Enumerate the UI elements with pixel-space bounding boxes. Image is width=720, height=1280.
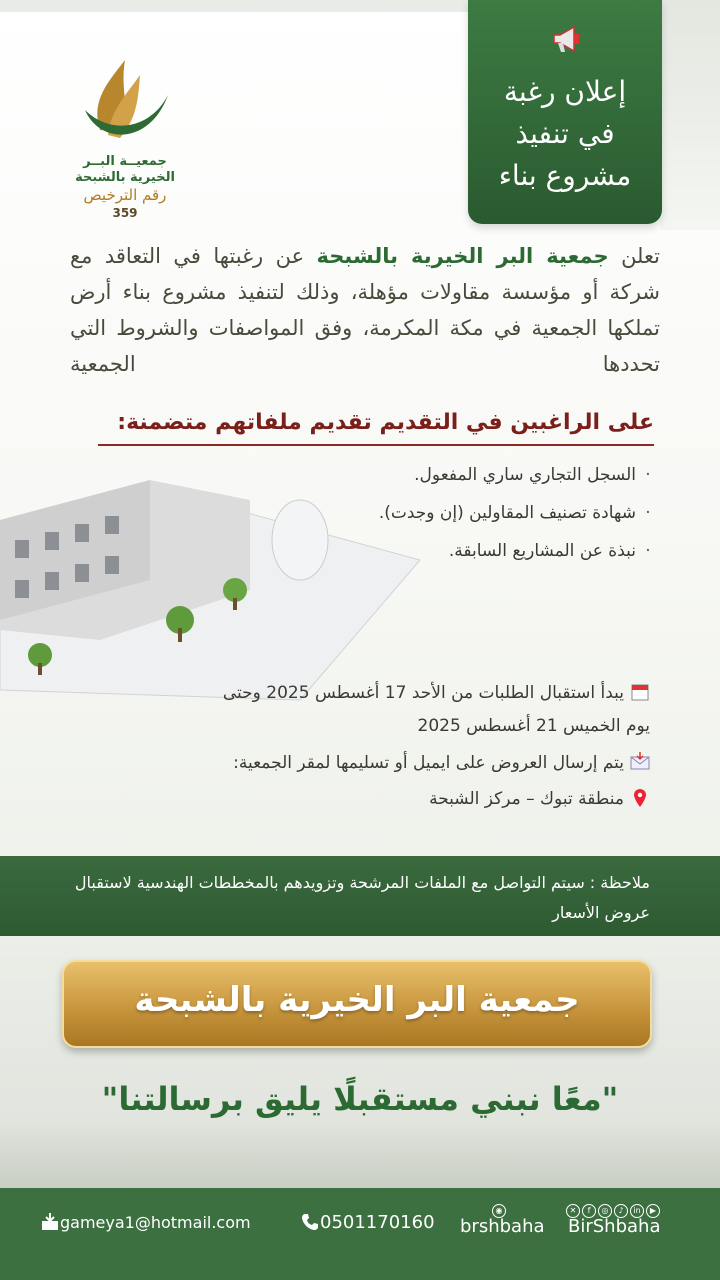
intro-body: عن رغبتها في التعاقد مع شركة أو مؤسسة مقاولات مؤهلة، وذلك لتنفيذ مشروع بناء أرض تملكها الجمعية في مكة المكرمة، وفق المواصفات والشروط التي تحددها الجمعية <box>70 244 660 376</box>
logo-name-line-2: الخيرية بالشبحة <box>75 170 175 185</box>
snapchat-handle: brshbaha <box>460 1216 545 1237</box>
email-text: gameya1@hotmail.com <box>60 1213 251 1232</box>
phone-contact <box>294 1212 435 1233</box>
phone-number: 0501170160 <box>320 1212 435 1233</box>
submission-row <box>233 752 650 773</box>
intro-prefix: تعلن <box>621 244 660 268</box>
facebook-icon: f <box>582 1204 596 1218</box>
logo-license-label: رقم الترخيص <box>83 186 167 204</box>
logo-license-number: 359 <box>112 206 138 220</box>
announcement-line-3: مشروع بناء <box>498 159 632 192</box>
announcement-line-2: في تنفيذ <box>515 117 615 150</box>
requirements-list <box>320 460 660 574</box>
organization-banner <box>62 960 652 1048</box>
announcement-line-1: إعلان رغبة <box>503 75 627 108</box>
youtube-icon: ▶ <box>646 1204 660 1218</box>
contact-footer <box>0 1188 720 1280</box>
snapchat-icon: ◉ <box>492 1198 508 1212</box>
location-text: منطقة تبوك – مركز الشبحة <box>429 789 624 809</box>
social-handle: BirShbaha <box>568 1216 661 1237</box>
x-icon: ✕ <box>566 1204 580 1218</box>
social-icons <box>566 1198 662 1215</box>
banner-org-name: جمعية البر الخيرية بالشبحة <box>134 980 580 1020</box>
requirements-heading: على الراغبين في التقديم تقديم ملفاتهم متضمنة: <box>98 410 654 446</box>
tiktok-icon: ♪ <box>614 1204 628 1218</box>
logo-name-line-1: جمعيــة البــر <box>83 154 167 169</box>
email-contact <box>34 1212 251 1232</box>
calendar-icon <box>630 682 650 702</box>
envelope-icon <box>630 752 650 772</box>
dates-row-2 <box>418 716 650 736</box>
organization-logo <box>70 50 180 220</box>
instagram-icon: ◎ <box>598 1204 612 1218</box>
logo-emblem <box>80 50 170 150</box>
phone-icon <box>300 1212 320 1232</box>
requirement-item: · السجل التجاري ساري المفعول. <box>320 460 660 498</box>
submission-text: يتم إرسال العروض على ايميل أو تسليمها لمقر الجمعية: <box>233 753 624 773</box>
location-pin-icon <box>630 788 650 808</box>
dates-row <box>223 682 650 703</box>
dates-line-1: يبدأ استقبال الطلبات من الأحد 17 أغسطس 2025 وحتى <box>222 683 624 703</box>
dates-line-2: يوم الخميس 21 أغسطس 2025 <box>417 716 650 736</box>
intro-paragraph <box>70 238 660 382</box>
top-right-decoration <box>660 0 720 230</box>
requirement-item: · نبذة عن المشاريع السابقة. <box>320 536 660 574</box>
mail-download-icon <box>40 1212 60 1232</box>
slogan: "معًا نبني مستقبلًا يليق برسالتنا" <box>101 1080 619 1118</box>
megaphone-icon <box>550 22 584 56</box>
intro-org-name: جمعية البر الخيرية بالشبحة <box>316 244 609 268</box>
note-text: ملاحظة : سيتم التواصل مع الملفات المرشحة وتزويدهم بالمخططات الهندسية لاستقبال عروض الأسعار <box>74 873 650 922</box>
linkedin-icon: in <box>630 1204 644 1218</box>
requirement-item: · شهادة تصنيف المقاولين (إن وجدت). <box>320 498 660 536</box>
note-band <box>0 856 720 936</box>
announcement-box <box>468 0 662 224</box>
background-scene <box>0 1120 720 1190</box>
location-row <box>429 788 650 809</box>
